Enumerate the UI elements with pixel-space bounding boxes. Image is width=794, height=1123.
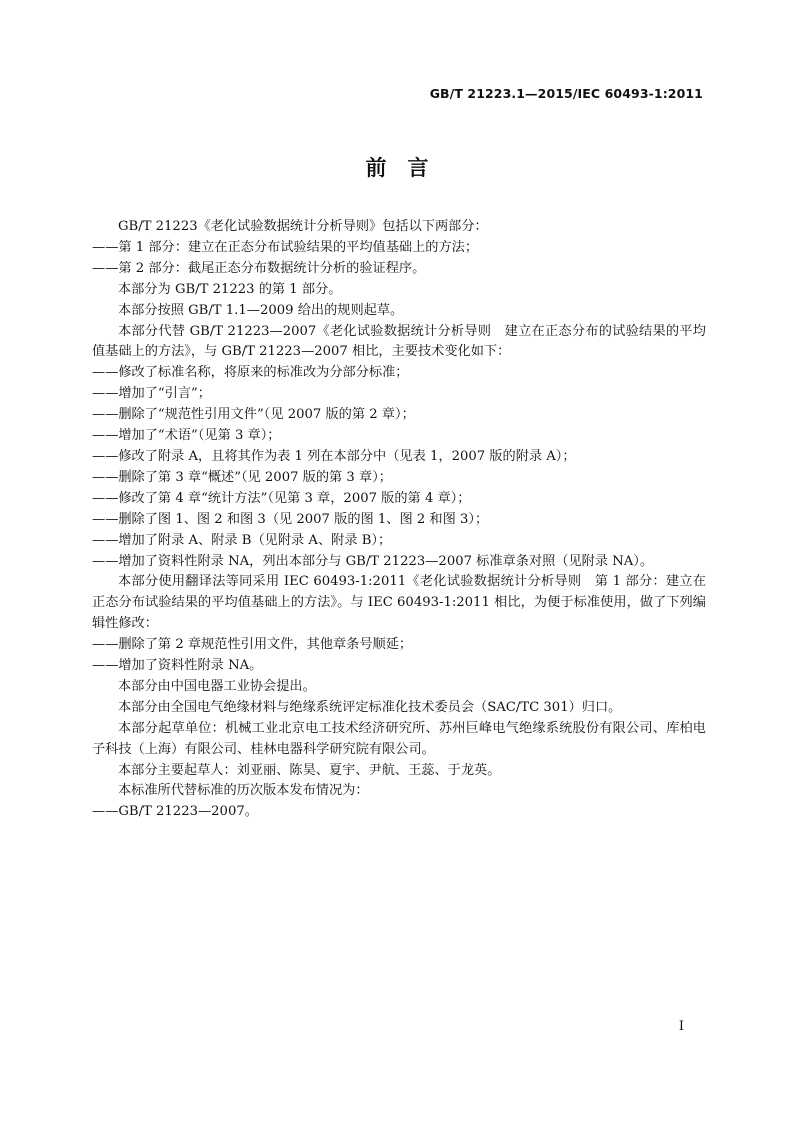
paragraph: 本部分由全国电气绝缘材料与绝缘系统评定标准化技术委员会（SAC/TC 301）归口。 (118, 699, 622, 715)
paragraph: 本部分由中国电器工业协会提出。 (118, 678, 316, 694)
list-item: ——删除了第 3 章“概述”（见 2007 版的第 3 章）； (92, 469, 392, 485)
page-title: 前 言 (365, 156, 429, 180)
list-item: ——删除了第 2 章规范性引用文件，其他章条号顺延； (92, 637, 413, 653)
list-item: ——增加了“引言”； (92, 386, 211, 402)
list-item: ——增加了资料性附录 NA。 (92, 658, 263, 674)
page-number: I (678, 1019, 684, 1034)
paragraph: 本部分主要起草人：刘亚丽、陈昊、夏宇、尹航、王蕊、于龙英。 (118, 762, 501, 778)
paragraph: 本部分起草单位：机械工业北京电工技术经济研究所、苏州巨峰电气绝缘系统股份有限公司、库柏电子科技（上海）有限公司、桂林电器科学研究院有限公司。 (92, 720, 706, 757)
list-item: ——增加了“术语”（见第 3 章）； (92, 428, 281, 444)
list-item: ——修改了第 4 章“统计方法”（见第 3 章，2007 版的第 4 章）； (92, 490, 471, 506)
list-item: ——GB/T 21223—2007。 (92, 804, 258, 820)
list-item: ——删除了“规范性引用文件”（见 2007 版的第 2 章）； (92, 407, 415, 423)
list-item: ——第 1 部分：建立在正态分布试验结果的平均值基础上的方法； (92, 239, 479, 255)
paragraph: 本部分代替 GB/T 21223—2007《老化试验数据统计分析导则 建立在正态分布的试验结果的平均值基础上的方法》，与 GB/T 21223—2007 相比，主要技术变化如下： (92, 323, 706, 360)
foreword-body (92, 217, 706, 823)
paragraph: 本部分使用翻译法等同采用 IEC 60493-1:2011《老化试验数据统计分析导则 第 1 部分：建立在正态分布试验结果的平均值基础上的方法》。与 IEC 60493-1:2011 相比，为便于标准使用，做了下列编辑性修改： (92, 574, 706, 632)
list-item: ——修改了附录 A，且将其作为表 1 列在本部分中（见表 1，2007 版的附录 A）； (92, 448, 576, 464)
standard-code-header: GB/T 21223.1—2015/IEC 60493-1:2011 (429, 86, 703, 101)
paragraph: 本标准所代替标准的历次版本发布情况为： (118, 783, 369, 799)
paragraph: GB/T 21223《老化试验数据统计分析导则》包括以下两部分： (118, 219, 488, 234)
list-item: ——删除了图 1、图 2 和图 3（见 2007 版的图 1、图 2 和图 3）； (92, 511, 489, 527)
list-item: ——增加了资料性附录 NA，列出本部分与 GB/T 21223—2007 标准章条对照（见附录 NA）。 (92, 553, 654, 569)
list-item: ——第 2 部分：截尾正态分布数据统计分析的验证程序。 (92, 260, 426, 276)
list-item: ——修改了标准名称，将原来的标准改为分部分标准； (92, 365, 409, 381)
paragraph: 本部分为 GB/T 21223 的第 1 部分。 (118, 281, 342, 297)
list-item: ——增加了附录 A、附录 B（见附录 A、附录 B）； (92, 532, 392, 548)
paragraph: 本部分按照 GB/T 1.1—2009 给出的规则起草。 (118, 302, 404, 318)
